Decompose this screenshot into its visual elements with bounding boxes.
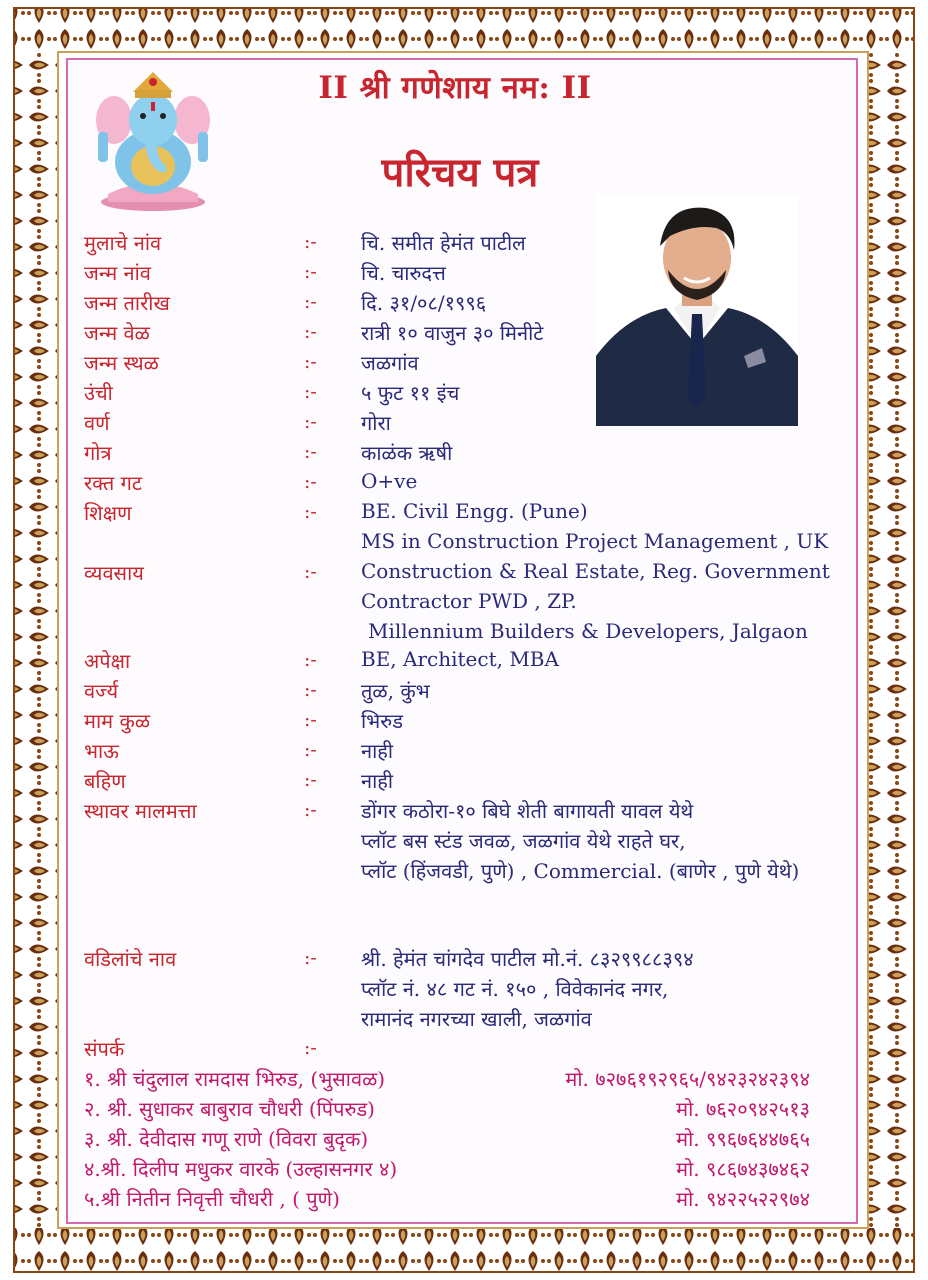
contact-phone: मो. ९८६७४३७४६२ [676, 1157, 810, 1181]
field-label: जन्म तारीख [84, 291, 170, 315]
field-value: Construction & Real Estate, Reg. Government [361, 559, 830, 583]
field-label: उंची [84, 381, 113, 405]
invocation-heading: II श्री गणेशाय नम: II [318, 70, 592, 106]
contact-phone: मो. ७६२०९४२५१३ [676, 1097, 810, 1121]
field-value: जळगांव [361, 351, 419, 375]
field-value: गोरा [361, 411, 391, 435]
field-label: वर्ण [84, 411, 110, 435]
field-value: चि. चारुदत्त [361, 261, 446, 285]
field-label: माम कुळ [84, 709, 151, 733]
field-value: नाही [361, 739, 394, 763]
field-label: अपेक्षा [84, 649, 131, 673]
field-value: काळंक ऋषी [361, 441, 453, 465]
field-label: वर्ज्य [84, 679, 119, 703]
contact-name: १. श्री चंदुलाल रामदास भिरुड, (भुसावळ) [84, 1067, 386, 1091]
field-separator: :- [304, 411, 317, 433]
field-label: शिक्षण [84, 501, 132, 525]
field-label: जन्म नांव [84, 261, 151, 285]
field-value: दि. ३१/०८/१९९६ [361, 291, 487, 315]
contact-name: ५.श्री नितीन निवृत्ती चौधरी , ( पुणे) [84, 1187, 340, 1211]
field-label: स्थावर मालमत्ता [84, 799, 197, 823]
field-value: O+ve [361, 469, 418, 493]
contact-phone: मो. ७२७६१९२९६५/९४२३२४२३९४ [565, 1067, 810, 1091]
groom-photo [596, 196, 798, 426]
contact-name: ३. श्री. देवीदास गणू राणे (विवरा बुदृक) [84, 1127, 369, 1151]
father-name-phone: श्री. हेमंत चांगदेव पाटील मो.नं. ८३२९९८८३९४ [361, 947, 694, 971]
field-separator: :- [304, 739, 317, 761]
field-separator: :- [304, 471, 317, 493]
field-label: रक्त गट [84, 471, 142, 495]
field-label: जन्म स्थळ [84, 351, 159, 375]
field-value: डोंगर कठोरा-१० बिघे शेती बागायती यावल येथे [361, 799, 694, 823]
field-separator: :- [304, 291, 317, 313]
field-value: Contractor PWD , ZP. [361, 589, 577, 613]
father-address-line: प्लॉट नं. ४८ गट नं. १५० , विवेकानंद नगर, [361, 977, 669, 1001]
field-label: गोत्र [84, 441, 112, 465]
field-value: प्लॉट (हिंजवडी, पुणे) , Commercial. (बाणेर , पुणे येथे) [361, 859, 800, 883]
contact-phone: मो. ९९६७६४४७६५ [676, 1127, 810, 1151]
field-separator: :- [304, 799, 317, 821]
field-value: MS in Construction Project Management , UK [361, 529, 829, 553]
field-label: जन्म वेळ [84, 321, 150, 345]
field-label: बहिण [84, 769, 126, 793]
field-separator: :- [304, 679, 317, 701]
field-value: रात्री १० वाजुन ३० मिनीटे [361, 321, 544, 345]
field-value: चि. समीत हेमंत पाटील [361, 231, 526, 255]
field-separator: :- [304, 261, 317, 283]
field-separator: :- [304, 709, 317, 731]
field-value: प्लॉट बस स्टंड जवळ, जळगांव येथे राहते घर, [361, 829, 686, 853]
contact-label: संपर्क [84, 1037, 125, 1061]
field-separator: :- [304, 381, 317, 403]
page-title: परिचय पत्र [381, 149, 539, 196]
field-value: BE, Architect, MBA [361, 647, 559, 671]
father-address-line: रामानंद नगरच्या खाली, जळगांव [361, 1007, 592, 1031]
field-separator: :- [304, 501, 317, 523]
field-separator: :- [304, 1037, 317, 1059]
field-separator: :- [304, 231, 317, 253]
field-label: व्यवसाय [84, 561, 144, 585]
ganesha-idol-icon [88, 62, 218, 212]
field-value: ५ फुट ११ इंच [361, 381, 460, 405]
field-value: भिरुड [361, 709, 403, 733]
field-label: मुलाचे नांव [84, 231, 162, 255]
field-value: नाही [361, 769, 394, 793]
field-label: भाऊ [84, 739, 119, 763]
field-separator: :- [304, 649, 317, 671]
field-separator: :- [304, 441, 317, 463]
field-separator: :- [304, 947, 317, 969]
contact-phone: मो. ९४२२५२२९७४ [676, 1187, 810, 1211]
field-value: Millennium Builders & Developers, Jalgaon [368, 619, 808, 643]
field-value: तुळ, कुंभ [361, 679, 430, 703]
contact-name: २. श्री. सुधाकर बाबुराव चौधरी (पिंपरुड) [84, 1097, 375, 1121]
field-separator: :- [304, 321, 317, 343]
field-separator: :- [304, 561, 317, 583]
field-separator: :- [304, 351, 317, 373]
father-label: वडिलांचे नाव [84, 947, 177, 971]
field-value: BE. Civil Engg. (Pune) [361, 499, 588, 523]
field-separator: :- [304, 769, 317, 791]
contact-name: ४.श्री. दिलीप मधुकर वारके (उल्हासनगर ४) [84, 1157, 398, 1181]
